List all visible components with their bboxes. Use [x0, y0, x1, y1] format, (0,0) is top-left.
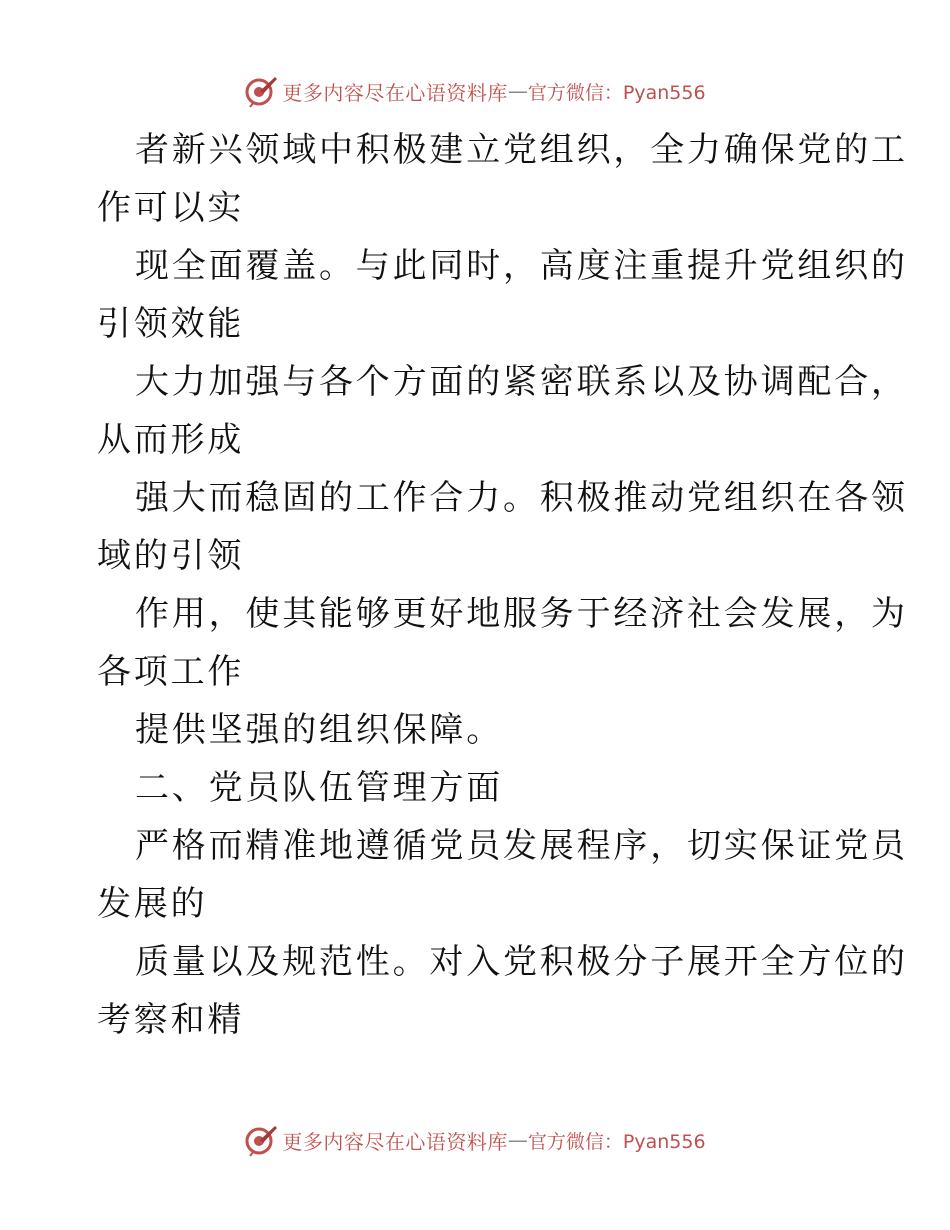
footer-banner-text: 更多内容尽在心语资料库: [282, 1129, 508, 1154]
body-line: 考察和精: [97, 1000, 245, 1040]
header-watermark-banner: [0, 71, 950, 111]
body-line: 各项工作: [97, 652, 245, 692]
body-line: 引领效能: [97, 304, 245, 344]
body-line: 作可以实: [97, 188, 245, 228]
body-line: 从而形成: [97, 420, 245, 460]
body-line: 域的引领: [97, 536, 245, 576]
body-line: 提供坚强的组织保障。: [135, 710, 503, 750]
body-line: 质量以及规范性。对入党积极分子展开全方位的: [135, 942, 908, 982]
header-banner-contact: 官方微信：Pyan556: [527, 81, 706, 104]
document-body: [97, 121, 908, 1049]
header-banner-text: 更多内容尽在心语资料库: [282, 80, 508, 105]
body-line: 大力加强与各个方面的紧密联系以及协调配合，: [135, 362, 908, 402]
header-banner-separator: —: [507, 79, 528, 103]
body-line: 作用，使其能够更好地服务于经济社会发展，为: [135, 594, 908, 634]
pen-logo-icon: [244, 74, 278, 108]
pen-logo-icon: [244, 1123, 278, 1157]
body-line: 强大而稳固的工作合力。积极推动党组织在各领: [135, 478, 908, 518]
body-line: 严格而精准地遵循党员发展程序，切实保证党员: [135, 826, 908, 866]
body-line: 发展的: [97, 884, 208, 924]
footer-banner-contact: 官方微信：Pyan556: [527, 1130, 706, 1153]
section-heading: 二、党员队伍管理方面: [135, 768, 503, 808]
footer-watermark-banner: [0, 1120, 950, 1160]
body-line: 现全面覆盖。与此同时，高度注重提升党组织的: [135, 246, 908, 286]
footer-banner-separator: —: [507, 1128, 528, 1152]
body-line: 者新兴领域中积极建立党组织，全力确保党的工: [135, 130, 908, 170]
